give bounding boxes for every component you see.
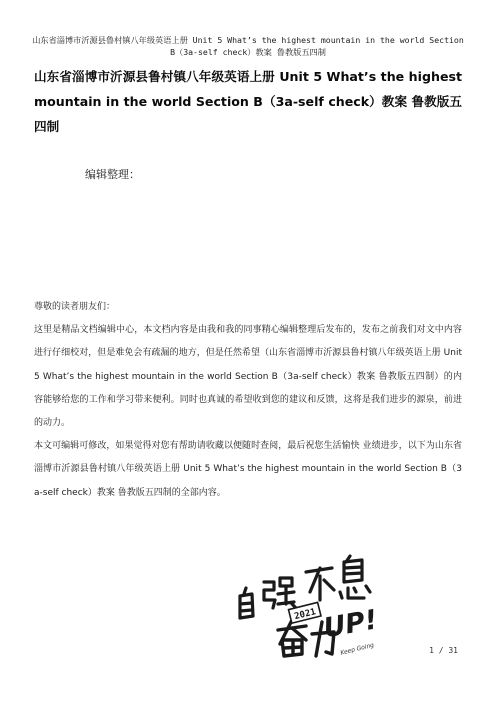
greeting: 尊敬的读者朋友们： (34, 302, 116, 312)
svg-text:2021: 2021 (293, 607, 317, 623)
running-header: 山东省淄博市沂源县鲁村镇八年级英语上册 Unit 5 What’s the highest mountain in the world Section B（3a-self check）教案 鲁教版五四制 (32, 35, 464, 57)
page-number: 1 / 31 (429, 646, 458, 655)
slogan-calligraphy-graphic (234, 548, 404, 660)
intro-paragraph: 这里是精品文档编辑中心，本文档内容是由我和我的同事精心编辑整理后发布的，发布之前我们对文中内容进行仔细校对，但是难免会有疏漏的地方，但是任然希望（山东省淄博市沂源县鲁村镇八年级英语上册 Unit 5 What’s the highest mountain in the world Section B（3a-self check）教案 鲁教版五四制）的内容能够给您的工作和学习带来便利。同时也真诚的希望收到您的建议和反馈，这将是我们进步的源泉，前进的动力。 (34, 325, 462, 429)
document-title: 山东省淄博市沂源县鲁村镇八年级英语上册 Unit 5 What’s the highest mountain in the world Section B（3a-self check）教案 鲁教版五四制 (34, 69, 462, 134)
svg-text:UP!: UP! (321, 604, 380, 645)
editor-label: 编辑整理： (85, 168, 140, 181)
document-body (34, 296, 462, 505)
closing-paragraph: 本文可编辑可修改，如果觉得对您有帮助请收藏以便随时查阅，最后祝您生活愉快 业绩进步，以下为山东省淄博市沂源县鲁村镇八年级英语上册 Unit 5 What’s the highest mountain in the world Section B（3a-self check）教案 鲁教版五四制的全部内容。 (34, 441, 462, 498)
svg-text:Keep Going: Keep Going (339, 641, 375, 657)
